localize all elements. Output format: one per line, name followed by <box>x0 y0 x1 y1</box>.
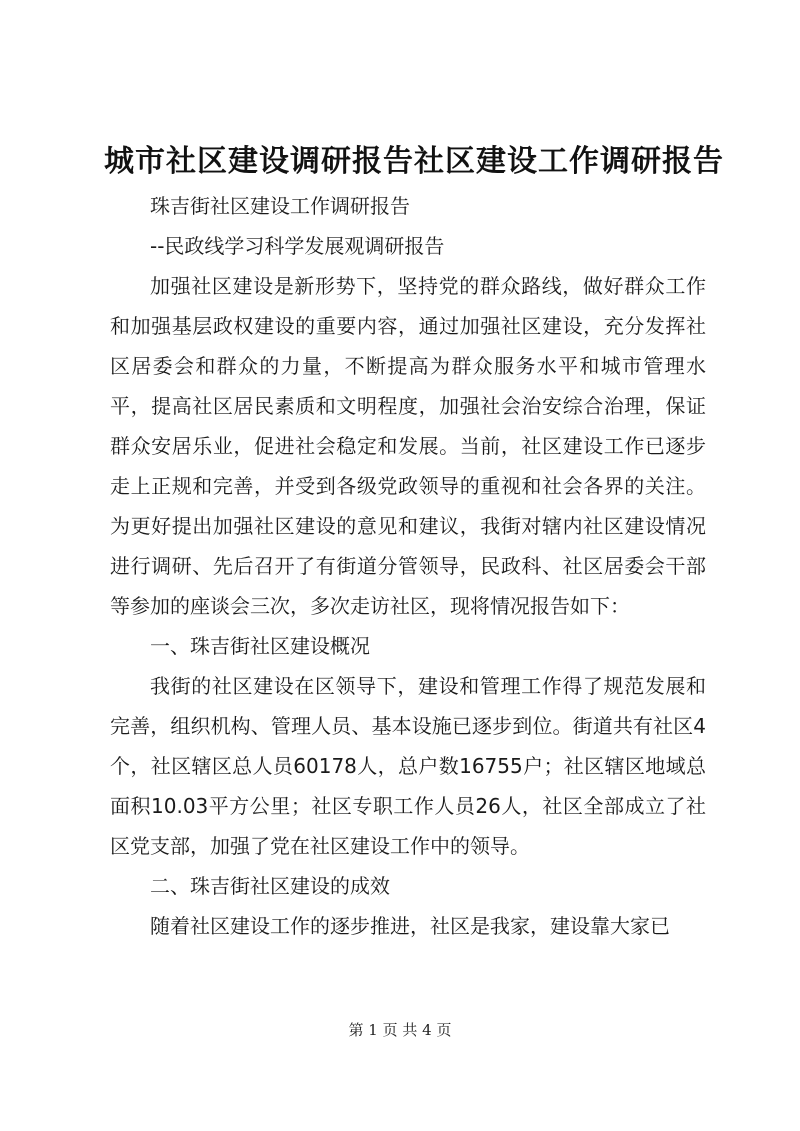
paragraph-results: 随着社区建设工作的逐步推进，社区是我家，建设靠大家已 <box>150 914 670 938</box>
sub-subtitle: --民政线学习科学发展观调研报告 <box>150 234 445 258</box>
document-body <box>110 186 706 946</box>
page-footer: 第 1 页 共 4 页 <box>348 1021 452 1039</box>
section-heading-2: 二、珠吉街社区建设的成效 <box>150 874 390 898</box>
paragraph-intro: 加强社区建设是新形势下，坚持党的群众路线，做好群众工作和加强基层政权建设的重要内容，通过加强社区建设，充分发挥社区居委会和群众的力量，不断提高为群众服务水平和城市管理水平，提高社区居民素质和文明程度，加强社会治安综合治理，保证群众安居乐业，促进社会稳定和发展。当前，社区建设工作已逐步走上正规和完善，并受到各级党政领导的重视和社会各界的关注。为更好提出加强社区建设的意见和建议，我街对辖内社区建设情况进行调研、先后召开了有街道分管领导，民政科、社区居委会干部等参加的座谈会三次，多次走访社区，现将情况报告如下： <box>110 274 706 618</box>
document-title: 城市社区建设调研报告社区建设工作调研报告 <box>104 144 724 179</box>
subtitle: 珠吉街社区建设工作调研报告 <box>150 194 410 218</box>
section-heading-1: 一、珠吉街社区建设概况 <box>150 634 370 658</box>
paragraph-overview: 我街的社区建设在区领导下，建设和管理工作得了规范发展和完善，组织机构、管理人员、基本设施已逐步到位。街道共有社区4个，社区辖区总人员60178人，总户数16755户；社区辖区地域总面积10.03平方公里；社区专职工作人员26人，社区全部成立了社区党支部，加强了党在社区建设工作中的领导。 <box>110 674 706 858</box>
